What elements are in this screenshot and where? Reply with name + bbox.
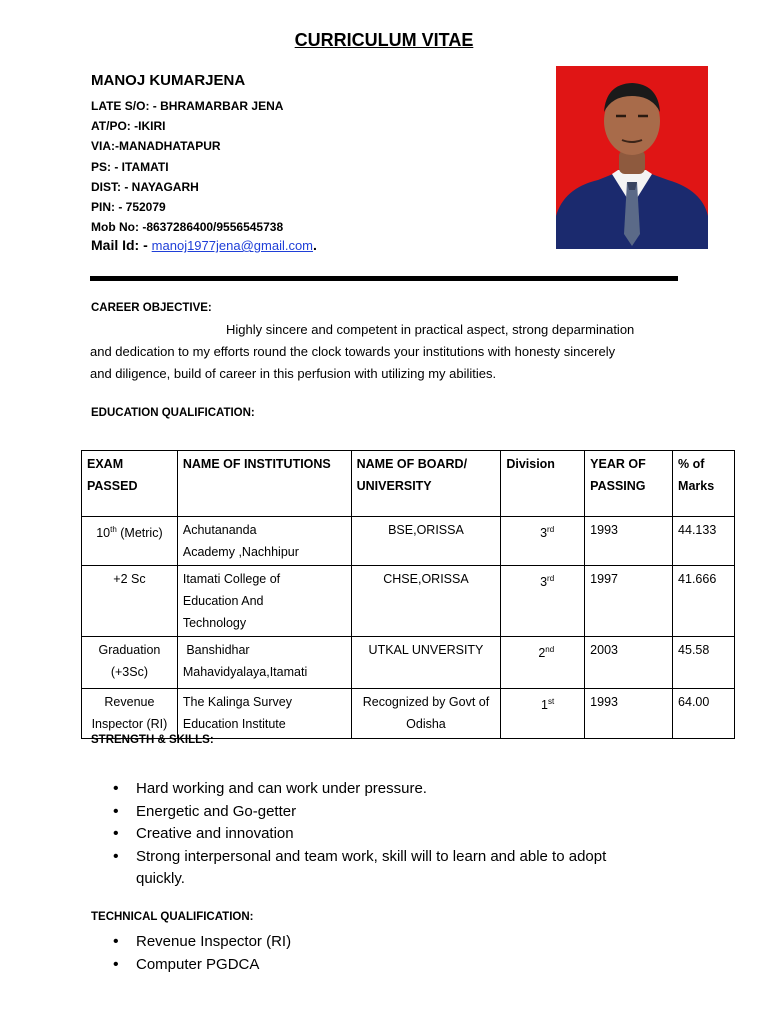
cell-division: 3rd xyxy=(501,566,585,637)
cell-year: 1993 xyxy=(585,517,673,566)
strengths-heading: STRENGTH & SKILLS: xyxy=(91,734,214,746)
cell-exam: 10th (Metric) xyxy=(82,517,178,566)
cell-division: 1st xyxy=(501,689,585,739)
header-marks: % of Marks xyxy=(673,451,735,517)
cell-board: CHSE,ORISSA xyxy=(351,566,501,637)
cell-board: BSE,ORISSA xyxy=(351,517,501,566)
header-exam-passed: EXAM PASSED xyxy=(82,451,178,517)
cell-exam: +2 Sc xyxy=(82,566,178,637)
list-item: • Hard working and can work under pressure. xyxy=(91,778,606,801)
strengths-list xyxy=(91,778,606,868)
table-row xyxy=(82,689,735,739)
cell-year: 2003 xyxy=(585,637,673,689)
cell-institution: The Kalinga Survey Education Institute xyxy=(177,689,351,739)
cell-institution: Itamati College of Education And Technology xyxy=(177,566,351,637)
cell-year: 1993 xyxy=(585,689,673,739)
cell-institution: Banshidhar Mahavidyalaya,Itamati xyxy=(177,637,351,689)
education-heading: EDUCATION QUALIFICATION: xyxy=(91,407,255,419)
address-line-pin: PIN: - 752079 xyxy=(91,200,166,215)
list-item: • Energetic and Go-getter xyxy=(91,801,606,824)
cell-marks: 44.133 xyxy=(673,517,735,566)
cell-division: 2nd xyxy=(501,637,585,689)
objective-line-3: and diligence, build of career in this perfusion with utilizing my abilities. xyxy=(90,366,497,381)
list-item: • Creative and innovation xyxy=(91,823,606,846)
address-line-via: VIA:-MANADHATAPUR xyxy=(91,139,221,154)
list-item: • Computer PGDCA xyxy=(91,954,291,977)
cell-institution: Achutananda Academy ,Nachhipur xyxy=(177,517,351,566)
table-row xyxy=(82,637,735,689)
career-objective-heading: CAREER OBJECTIVE: xyxy=(91,302,212,314)
address-line-dist: DIST: - NAYAGARH xyxy=(91,179,199,194)
technical-list xyxy=(91,931,291,976)
mail-line xyxy=(91,237,317,253)
cell-exam: Graduation (+3Sc) xyxy=(82,637,178,689)
mail-suffix: . xyxy=(313,237,317,253)
cell-marks: 45.58 xyxy=(673,637,735,689)
list-item: • Strong interpersonal and team work, skill will to learn and able to adopt xyxy=(91,846,606,869)
address-line-father: LATE S/O: - BHRAMARBAR JENA xyxy=(91,99,284,113)
header-division: Division xyxy=(501,451,585,517)
objective-line-2: and dedication to my efforts round the clock towards your institutions with honesty sincerely xyxy=(90,344,616,359)
cell-board: Recognized by Govt of Odisha xyxy=(351,689,501,739)
cell-board: UTKAL UNVERSITY xyxy=(351,637,501,689)
objective-line-1: Highly sincere and competent in practical aspect, strong deparmination xyxy=(226,322,635,337)
cell-marks: 41.666 xyxy=(673,566,735,637)
profile-photo xyxy=(556,66,708,249)
header-institution: NAME OF INSTITUTIONS xyxy=(177,451,351,517)
address-line-atpo: AT/PO: -IKIRI xyxy=(91,119,166,134)
table-row xyxy=(82,517,735,566)
header-divider xyxy=(90,276,678,281)
email-link[interactable]: manoj1977jena@gmail.com xyxy=(151,238,314,253)
mail-label: Mail Id: - xyxy=(91,237,152,253)
address-block xyxy=(91,96,283,237)
cell-marks: 64.00 xyxy=(673,689,735,739)
education-table xyxy=(81,450,735,739)
table-header-row xyxy=(82,451,735,517)
list-item: • Revenue Inspector (RI) xyxy=(91,931,291,954)
candidate-name: MANOJ KUMARJENA xyxy=(91,72,246,89)
address-line-mobile: Mob No: -8637286400/9556545738 xyxy=(91,220,284,235)
cell-exam: Revenue Inspector (RI) xyxy=(82,689,178,739)
table-row xyxy=(82,566,735,637)
strengths-continuation: quickly. xyxy=(136,870,185,887)
header-board: NAME OF BOARD/ UNIVERSITY xyxy=(351,451,501,517)
header-year: YEAR OF PASSING xyxy=(585,451,673,517)
technical-heading: TECHNICAL QUALIFICATION: xyxy=(91,911,254,923)
document-title: CURRICULUM VITAE xyxy=(294,30,474,50)
profile-photo-illustration xyxy=(556,66,708,249)
career-objective-text xyxy=(90,319,680,385)
address-line-ps: PS: - ITAMATI xyxy=(91,159,169,174)
cell-year: 1997 xyxy=(585,566,673,637)
cell-division: 3rd xyxy=(501,517,585,566)
